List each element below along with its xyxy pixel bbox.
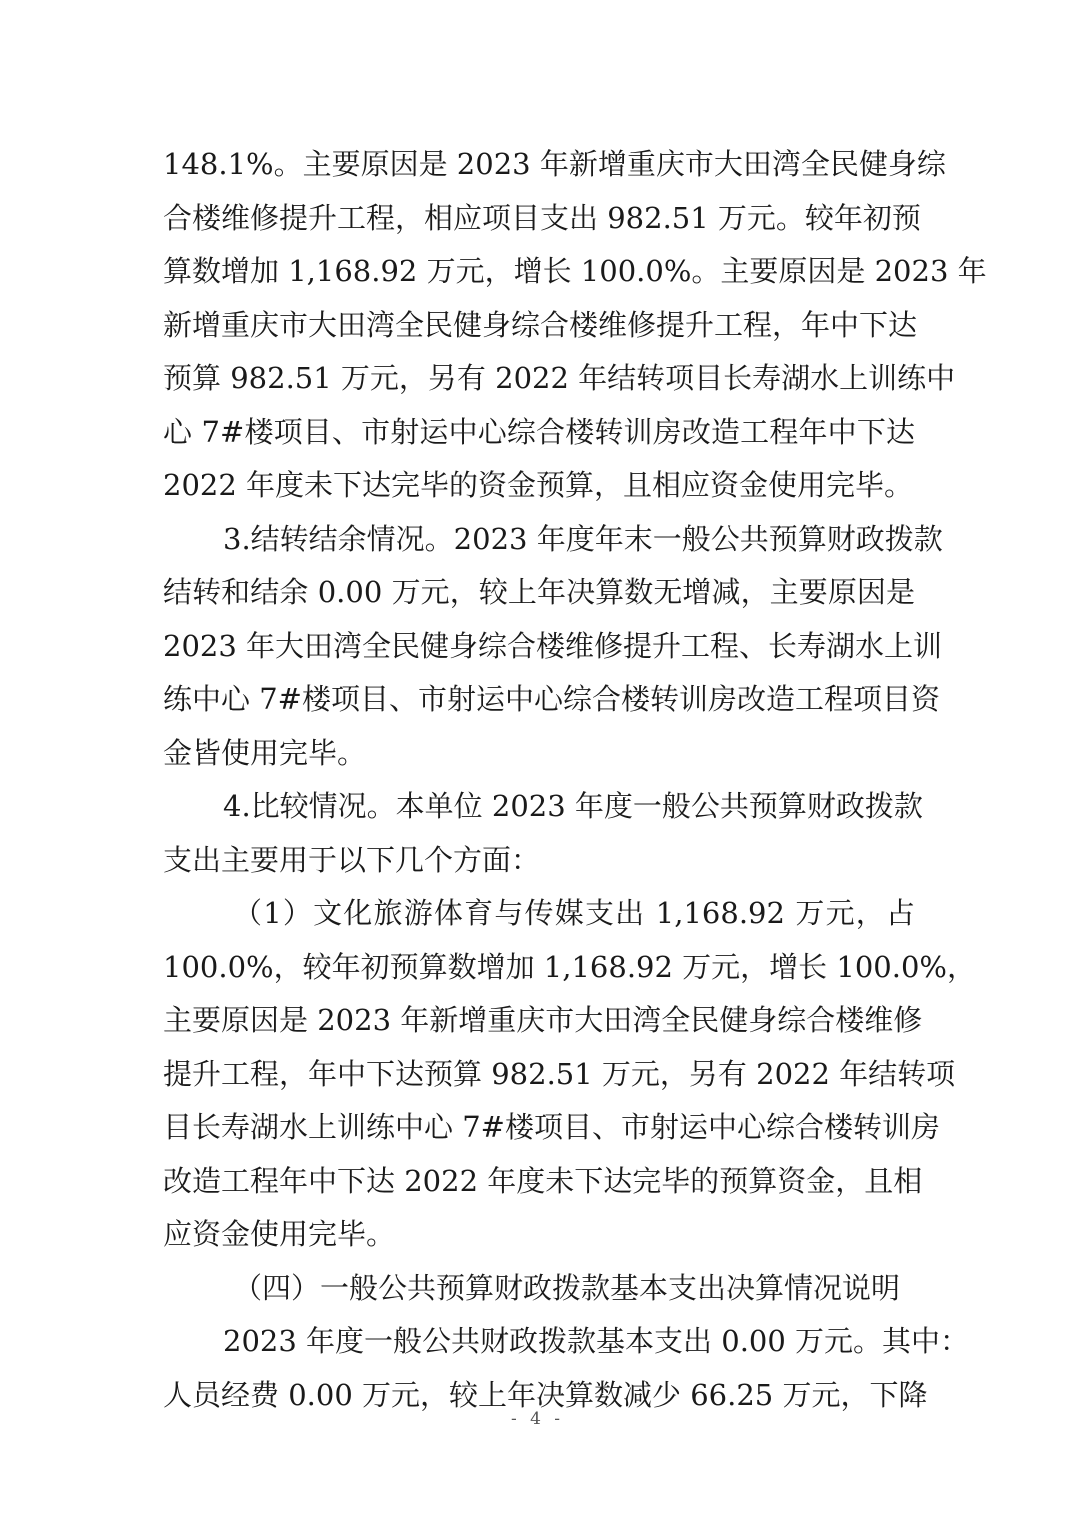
page-number: - 4 - — [510, 1409, 565, 1429]
text-line: 心 7#楼项目、市射运中心综合楼转训房改造工程年中下达 — [163, 415, 915, 449]
text-line: 2022 年度未下达完毕的资金预算，且相应资金使用完毕。 — [163, 468, 914, 502]
text-line: 结转和结余 0.00 万元，较上年决算数无增减，主要原因是 — [163, 575, 915, 609]
text-line: 100.0%，较年初预算数增加 1,168.92 万元，增长 100.0%， — [163, 950, 976, 984]
text-line: 支出主要用于以下几个方面： — [163, 843, 541, 877]
text-line: 应资金使用完毕。 — [163, 1217, 396, 1251]
text-line: 目长寿湖水上训练中心 7#楼项目、市射运中心综合楼转训房 — [163, 1110, 940, 1144]
text-line: 合楼维修提升工程，相应项目支出 982.51 万元。较年初预 — [163, 201, 921, 235]
section-heading-carryover: 3.结转结余情况。2023 年度年末一般公共预算财政拨款 — [223, 522, 943, 556]
text-line: 提升工程，年中下达预算 982.51 万元，另有 2022 年结转项 — [163, 1057, 956, 1091]
list-item-culture-tourism: （1）文化旅游体育与传媒支出 1,168.92 万元，占 — [233, 896, 915, 930]
text-line: 2023 年度一般公共财政拨款基本支出 0.00 万元。其中： — [223, 1324, 970, 1358]
text-line: 148.1%。主要原因是 2023 年新增重庆市大田湾全民健身综 — [163, 147, 946, 181]
text-line: 练中心 7#楼项目、市射运中心综合楼转训房改造工程项目资 — [163, 682, 940, 716]
text-line: 金皆使用完毕。 — [163, 736, 367, 770]
text-line: 算数增加 1,168.92 万元，增长 100.0%。主要原因是 2023 年 — [163, 254, 987, 288]
text-line: 改造工程年中下达 2022 年度未下达完毕的预算资金，且相 — [163, 1164, 923, 1198]
text-line: 人员经费 0.00 万元，较上年决算数减少 66.25 万元，下降 — [163, 1378, 928, 1412]
text-line: 新增重庆市大田湾全民健身综合楼维修提升工程，年中下达 — [163, 308, 918, 342]
text-line: 主要原因是 2023 年新增重庆市大田湾全民健身综合楼维修 — [163, 1003, 923, 1037]
section-heading-comparison: 4.比较情况。本单位 2023 年度一般公共预算财政拨款 — [223, 789, 923, 823]
text-line: 2023 年大田湾全民健身综合楼维修提升工程、长寿湖水上训 — [163, 629, 943, 663]
text-line: 预算 982.51 万元，另有 2022 年结转项目长寿湖水上训练中 — [163, 361, 956, 395]
section-heading-basic-expenditure: （四）一般公共预算财政拨款基本支出决算情况说明 — [233, 1271, 901, 1305]
